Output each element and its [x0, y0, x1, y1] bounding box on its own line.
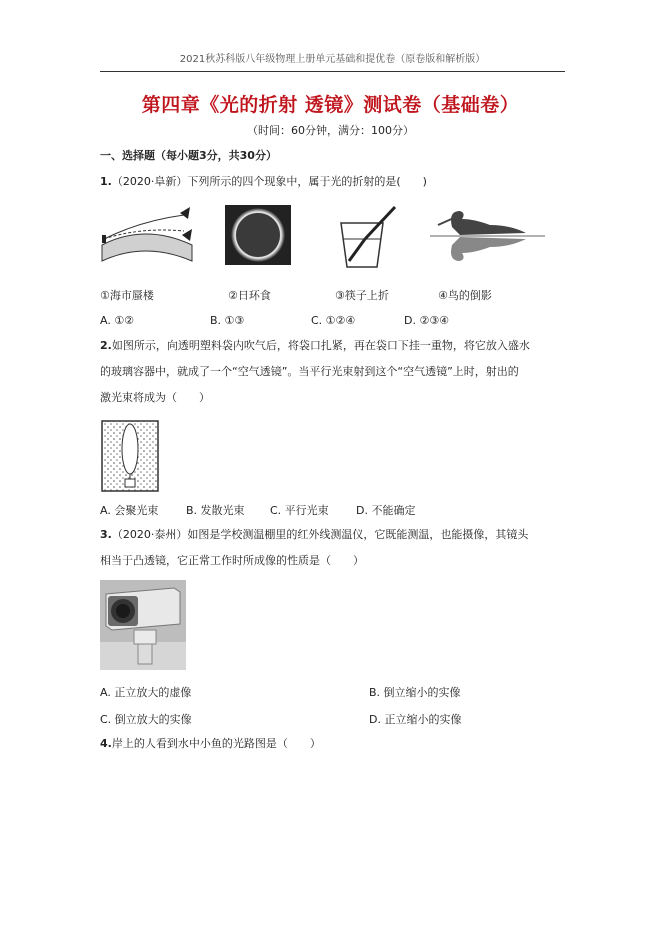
page-subtitle: （时间：60分钟，满分：100分）	[247, 124, 414, 137]
question-stem: 岸上的人看到水中小鱼的光路图是（ ）	[111, 737, 321, 750]
question-stem-line: 相当于凸透镜，它正常工作时所成像的性质是（ ）	[100, 554, 364, 567]
question-stem: （2020·阜新）下列所示的四个现象中，属于光的折射的是( )	[111, 175, 427, 188]
option-a: A. 会聚光束	[100, 504, 159, 517]
question-number: 3.	[100, 528, 112, 541]
option-c: C. 平行光束	[270, 504, 329, 517]
question-stem-line: （2020·泰州）如图是学校测温棚里的红外线测温仪，它既能测温，也能摄像，其镜头	[111, 528, 529, 541]
air-lens-figure	[100, 413, 162, 493]
page-title: 第四章《光的折射 透镜》测试卷（基础卷）	[141, 94, 520, 116]
option-d: D. 正立缩小的实像	[369, 713, 462, 726]
question-1	[100, 175, 427, 189]
mirage-figure	[100, 205, 195, 265]
option-a: A. ①②	[100, 314, 135, 327]
page-header: 2021秋苏科版八年级物理上册单元基础和提优卷（原卷版和解析版）	[100, 50, 565, 72]
chopstick-figure	[335, 205, 400, 270]
question-number: 2.	[100, 339, 112, 352]
figure-caption: ①海市蜃楼	[100, 289, 154, 302]
figure-caption: ④鸟的倒影	[438, 289, 492, 302]
question-number: 1.	[100, 175, 112, 188]
figure-caption: ③筷子上折	[335, 289, 389, 302]
question-stem-line: 如图所示，向透明塑料袋内吹气后，将袋口扎紧，再在袋口下挂一重物，将它放入盛水	[111, 339, 530, 352]
option-a: A. 正立放大的虚像	[100, 686, 192, 699]
question-3	[100, 528, 528, 542]
option-d: D. ②③④	[404, 314, 450, 327]
option-c: C. 倒立放大的实像	[100, 713, 192, 726]
question-2	[100, 339, 530, 353]
thermometer-camera-figure	[100, 580, 186, 670]
question-stem-line: 激光束将成为（ ）	[100, 391, 210, 404]
figure-caption: ②日环食	[228, 289, 271, 302]
eclipse-figure	[225, 205, 291, 265]
option-b: B. ①③	[210, 314, 245, 327]
section-heading: 一、选择题（每小题3分，共30分）	[100, 149, 277, 162]
question-number: 4.	[100, 737, 112, 750]
option-b: B. 倒立缩小的实像	[369, 686, 461, 699]
option-d: D. 不能确定	[356, 504, 416, 517]
question-stem-line: 的玻璃容器中，就成了一个“空气透镜”。当平行光束射到这个“空气透镜”上时，射出的	[100, 365, 519, 378]
option-b: B. 发散光束	[186, 504, 245, 517]
bird-reflection-figure	[430, 205, 545, 265]
option-c: C. ①②④	[311, 314, 356, 327]
question-4	[100, 737, 321, 751]
